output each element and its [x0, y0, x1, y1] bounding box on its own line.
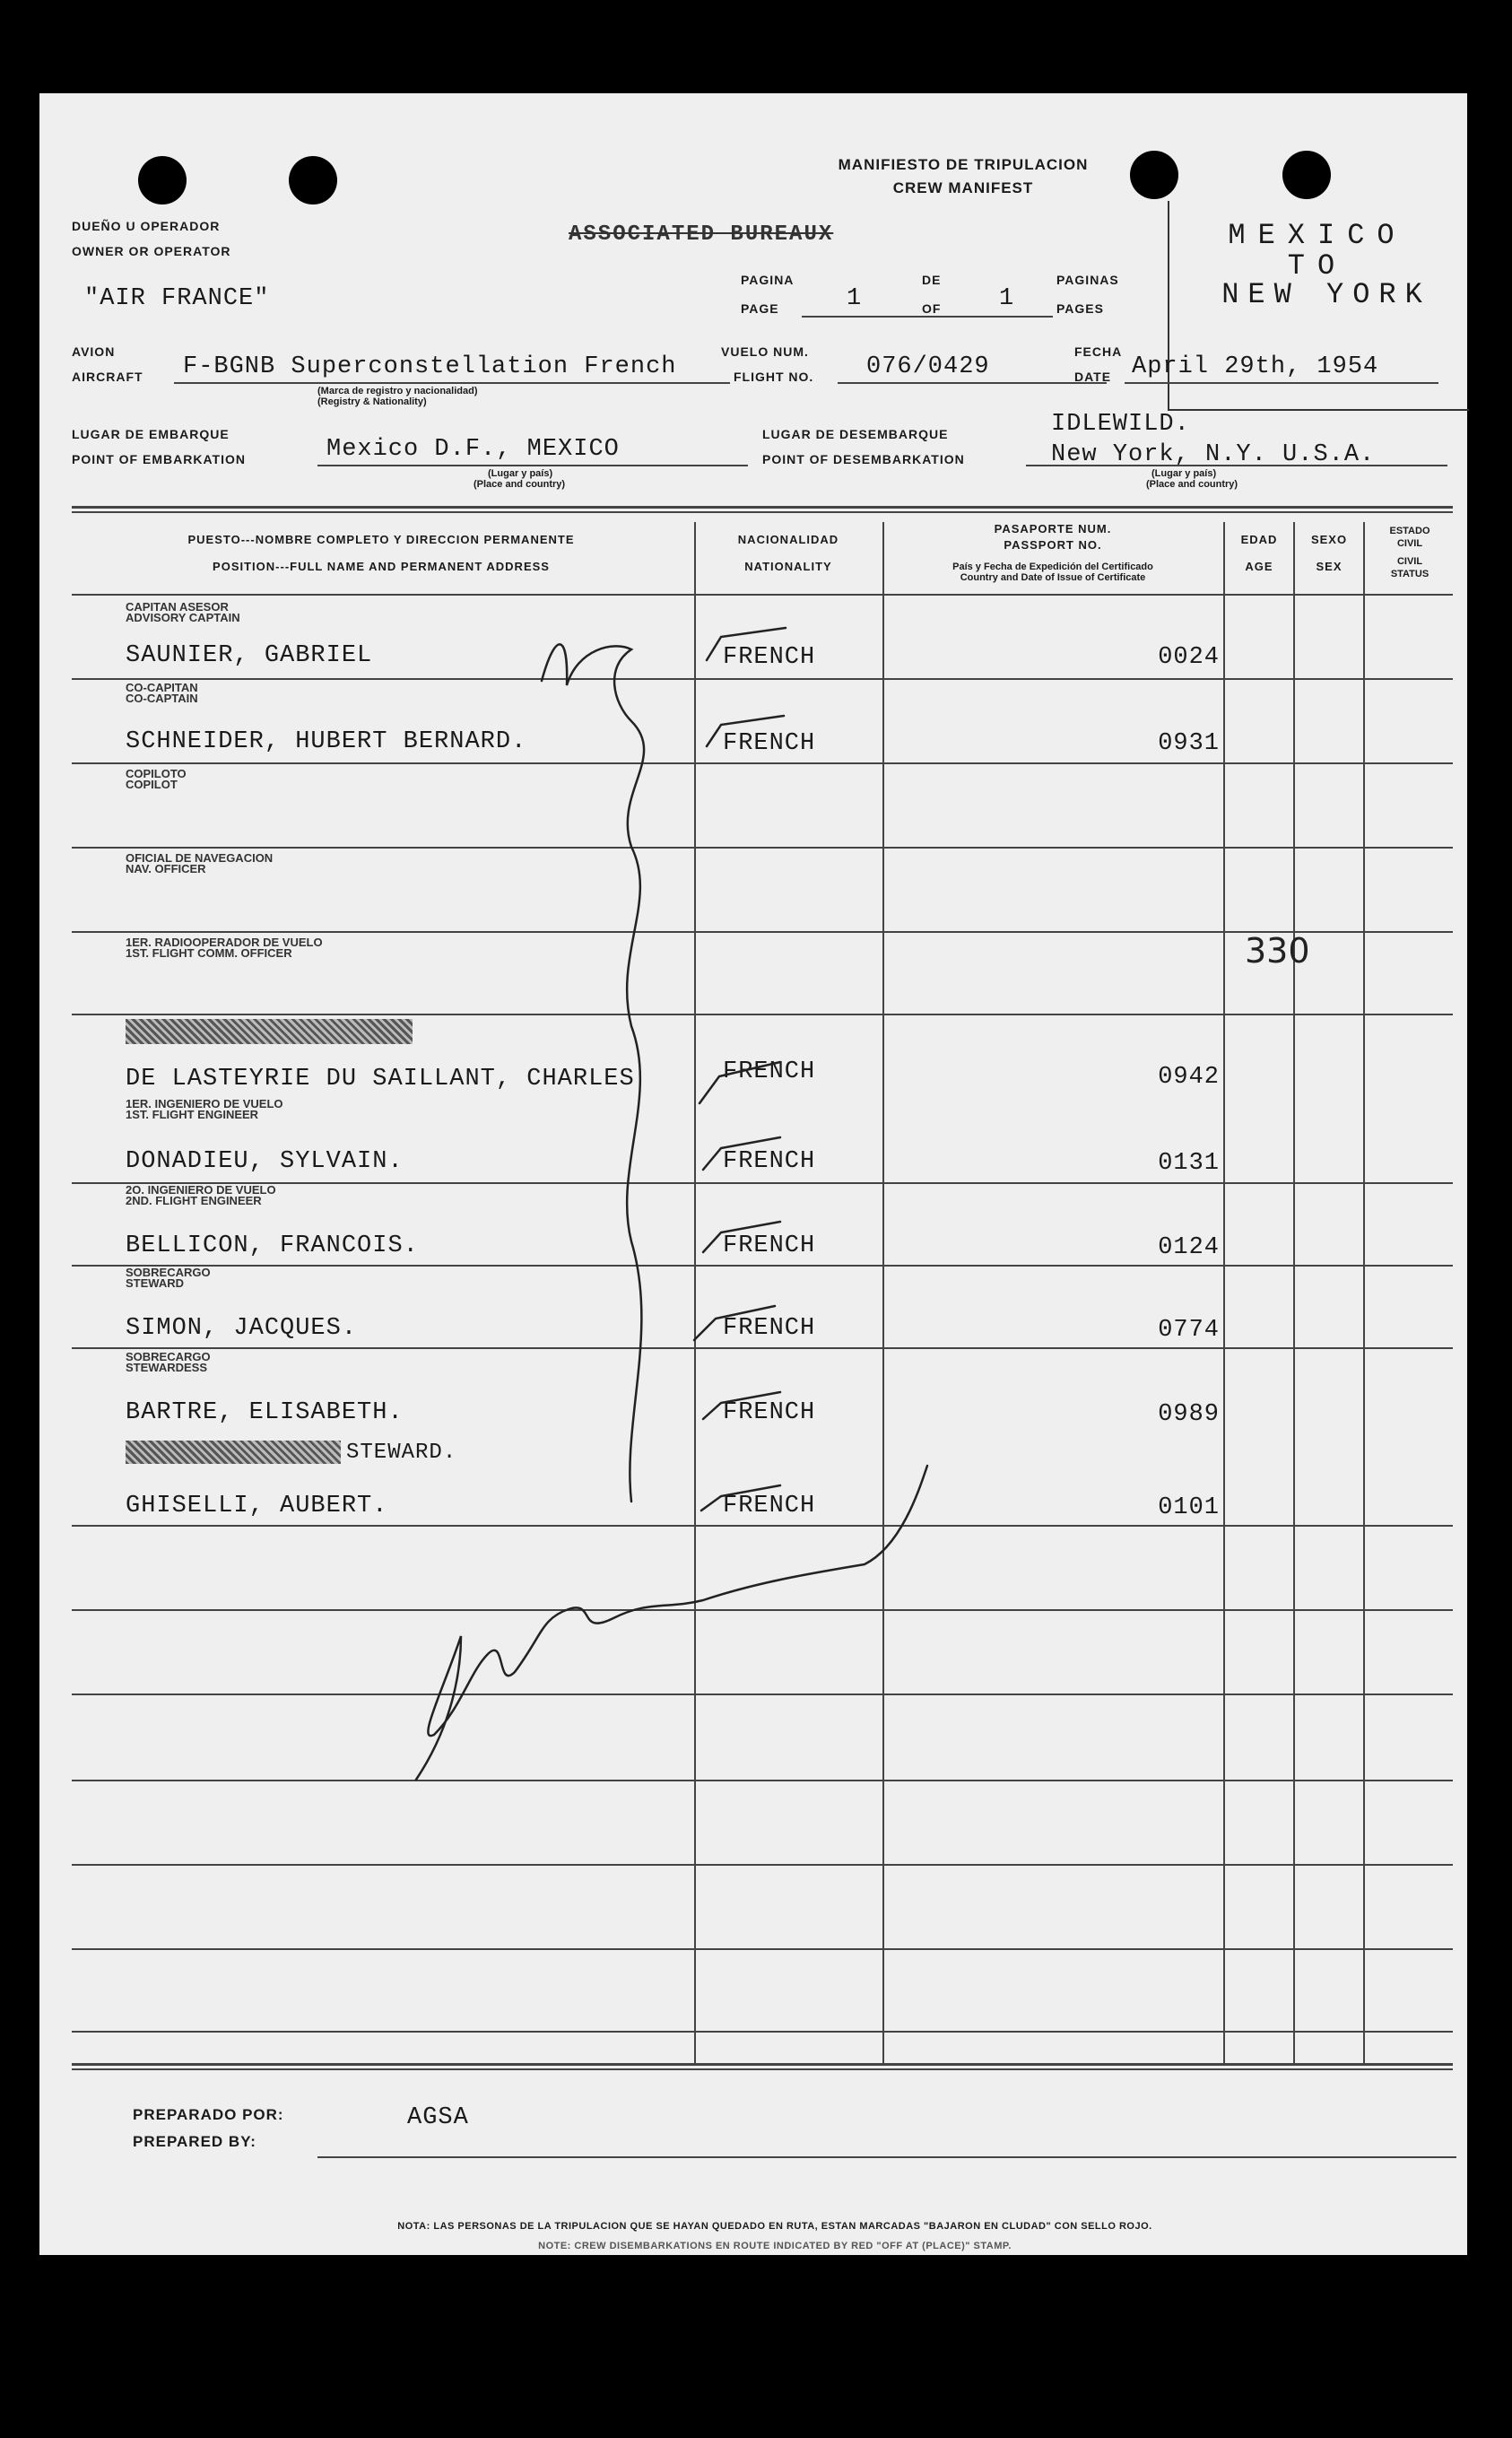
check-mark: [700, 1062, 780, 1103]
route-destination: NEW YORK: [1221, 278, 1431, 311]
crew-passport: 0931: [1158, 730, 1220, 757]
de-label: DE: [922, 273, 942, 287]
disembark-value-2: New York, N.Y. U.S.A.: [1051, 441, 1376, 468]
row-label-en: STEWARDESS: [126, 1361, 208, 1374]
crew-name: GHISELLI, AUBERT.: [126, 1493, 388, 1519]
col-nationality-en: NATIONALITY: [744, 560, 832, 573]
check-mark: [694, 1306, 775, 1340]
row-label-en: CO-CAPTAIN: [126, 692, 198, 705]
col-age-en: AGE: [1245, 560, 1273, 573]
row-label-en: STEWARD: [126, 1276, 184, 1290]
row-label-en: 1ST. FLIGHT COMM. OFFICER: [126, 946, 292, 960]
col-civil-es-1: ESTADO: [1389, 526, 1430, 536]
crew-nationality: FRENCH: [723, 1232, 816, 1259]
long-pen-stroke: [542, 644, 644, 1502]
row-label-en: 2ND. FLIGHT ENGINEER: [126, 1194, 262, 1207]
embark-value: Mexico D.F., MEXICO: [326, 436, 620, 463]
disembark-label-en: POINT OF DESEMBARKATION: [762, 452, 965, 466]
manifest-title-en: CREW MANIFEST: [892, 179, 1034, 196]
age-annotation: 330: [1245, 931, 1310, 971]
row-label-en: 1ST. FLIGHT ENGINEER: [126, 1108, 259, 1121]
pages-value: 1: [999, 285, 1015, 312]
col-passport-es: PASAPORTE NUM.: [994, 522, 1112, 535]
col-passport-note-en: Country and Date of Issue of Certificate: [960, 572, 1146, 583]
aircraft-note-es: (Marca de registro y nacionalidad): [317, 386, 478, 396]
disembark-note-en: (Place and country): [1146, 479, 1238, 490]
check-mark: [707, 628, 786, 660]
col-passport-en: PASSPORT NO.: [1004, 538, 1102, 552]
prepared-value: AGSA: [407, 2104, 469, 2131]
check-mark: [707, 716, 784, 746]
date-value: April 29th, 1954: [1132, 353, 1379, 380]
col-age-es: EDAD: [1240, 533, 1278, 546]
page-value: 1: [847, 285, 863, 312]
col-sex-en: SEX: [1316, 560, 1343, 573]
check-mark: [701, 1485, 780, 1511]
col-nationality-es: NACIONALIDAD: [737, 533, 839, 546]
vuelo-label: VUELO NUM.: [721, 344, 809, 359]
col-sex-es: SEXO: [1310, 533, 1348, 546]
crew-name: DONADIEU, SYLVAIN.: [126, 1148, 404, 1175]
manifest-sheet: [39, 93, 1467, 2255]
crew-nationality: FRENCH: [723, 1058, 816, 1085]
crew-name: BELLICON, FRANCOIS.: [126, 1232, 419, 1259]
fecha-label: FECHA: [1074, 344, 1123, 359]
crew-nationality: FRENCH: [723, 1148, 816, 1175]
col-passport-note-es: País y Fecha de Expedición del Certificado: [952, 562, 1153, 572]
avion-label: AVION: [72, 344, 116, 359]
row-label-en: NAV. OFFICER: [126, 862, 206, 875]
crew-name: SIMON, JACQUES.: [126, 1315, 358, 1342]
struck-agency-line: ASSOCIATED BUREAUX: [569, 222, 834, 247]
disembark-label-es: LUGAR DE DESEMBARQUE: [762, 427, 949, 441]
owner-label-es: DUEÑO U OPERADOR: [72, 219, 221, 233]
route-to: TO: [1287, 249, 1348, 283]
row-label-es: COPILOTO: [126, 767, 187, 780]
crew-name: SCHNEIDER, HUBERT BERNARD.: [126, 728, 527, 755]
crew-passport: 0989: [1158, 1401, 1220, 1428]
col-position-es: PUESTO---NOMBRE COMPLETO Y DIRECCION PERMANENTE: [187, 533, 575, 546]
check-mark: [703, 1222, 780, 1252]
owner-value: "AIR FRANCE": [84, 285, 270, 312]
of-label: OF: [922, 301, 942, 316]
col-civil-en-2: STATUS: [1390, 569, 1429, 579]
row-label-es: SOBRECARGO: [126, 1350, 211, 1363]
prepared-label-en: PREPARED BY:: [133, 2133, 256, 2150]
crew-name: BARTRE, ELISABETH.: [126, 1399, 404, 1426]
handwritten-marks: [39, 93, 1467, 2255]
manifest-title-es: MANIFIESTO DE TRIPULACION: [838, 156, 1089, 173]
row-label-es: CAPITAN ASESOR: [126, 600, 229, 614]
crew-passport: 0101: [1158, 1494, 1220, 1521]
check-mark: [703, 1392, 780, 1419]
row-label-es: 1ER. INGENIERO DE VUELO: [126, 1097, 283, 1110]
prepared-label-es: PREPARADO POR:: [133, 2106, 284, 2123]
check-mark: [703, 1137, 780, 1170]
row-label-es: CO-CAPITAN: [126, 681, 198, 694]
crew-passport: 0774: [1158, 1317, 1220, 1344]
crew-passport: 0024: [1158, 644, 1220, 671]
crew-nationality: FRENCH: [723, 730, 816, 757]
crew-passport: 0124: [1158, 1234, 1220, 1261]
flight-value: 076/0429: [866, 353, 990, 380]
date-label: DATE: [1074, 370, 1112, 384]
disembark-note-es: (Lugar y país): [1151, 468, 1217, 479]
route-origin: MEXICO: [1228, 219, 1407, 252]
col-civil-en-1: CIVIL: [1396, 556, 1423, 567]
aircraft-value: F-BGNB Superconstellation French: [183, 353, 677, 380]
col-civil-es-2: CIVIL: [1396, 538, 1423, 549]
crew-name: SAUNIER, GABRIEL: [126, 642, 373, 669]
aircraft-note-en: (Registry & Nationality): [317, 396, 427, 407]
disembark-value-1: IDLEWILD.: [1051, 411, 1190, 438]
crew-nationality: FRENCH: [723, 1315, 816, 1342]
page-label: PAGE: [741, 301, 779, 316]
crew-nationality: FRENCH: [723, 1399, 816, 1426]
signature: [416, 1466, 927, 1780]
row-label-es: OFICIAL DE NAVEGACION: [126, 851, 274, 865]
embark-note-es: (Lugar y país): [488, 468, 553, 479]
embark-label-en: POINT OF EMBARKATION: [72, 452, 246, 466]
row-label-es: 1ER. RADIOOPERADOR DE VUELO: [126, 936, 323, 949]
pagina-label: PAGINA: [741, 273, 795, 287]
footer-note-en: NOTE: CREW DISEMBARKATIONS EN ROUTE INDICATED BY RED "OFF AT (PLACE)" STAMP.: [538, 2241, 1012, 2251]
row-label-en: ADVISORY CAPTAIN: [126, 611, 240, 624]
owner-label-en: OWNER OR OPERATOR: [72, 244, 231, 258]
aircraft-label: AIRCRAFT: [72, 370, 143, 384]
row-label-en: STEWARD.: [346, 1441, 457, 1465]
row-label-es: 2O. INGENIERO DE VUELO: [126, 1183, 276, 1197]
crew-nationality: FRENCH: [723, 1493, 816, 1519]
col-position-en: POSITION---FULL NAME AND PERMANENT ADDRESS: [213, 560, 550, 573]
row-label-es: SOBRECARGO: [126, 1266, 211, 1279]
pages-label: PAGES: [1056, 301, 1104, 316]
paginas-label: PAGINAS: [1056, 273, 1119, 287]
crew-passport: 0131: [1158, 1150, 1220, 1177]
crew-nationality: FRENCH: [723, 644, 816, 671]
crew-passport: 0942: [1158, 1064, 1220, 1091]
crew-name: DE LASTEYRIE DU SAILLANT, CHARLES: [126, 1066, 635, 1093]
row-label-en: COPILOT: [126, 778, 178, 791]
flight-label: FLIGHT NO.: [734, 370, 814, 384]
embark-label-es: LUGAR DE EMBARQUE: [72, 427, 230, 441]
footer-note-es: NOTA: LAS PERSONAS DE LA TRIPULACION QUE SE HAYAN QUEDADO EN RUTA, ESTAN MARCADAS "BAJARON EN CLUDAD" CON SELLO ROJO.: [397, 2221, 1152, 2232]
embark-note-en: (Place and country): [474, 479, 566, 490]
